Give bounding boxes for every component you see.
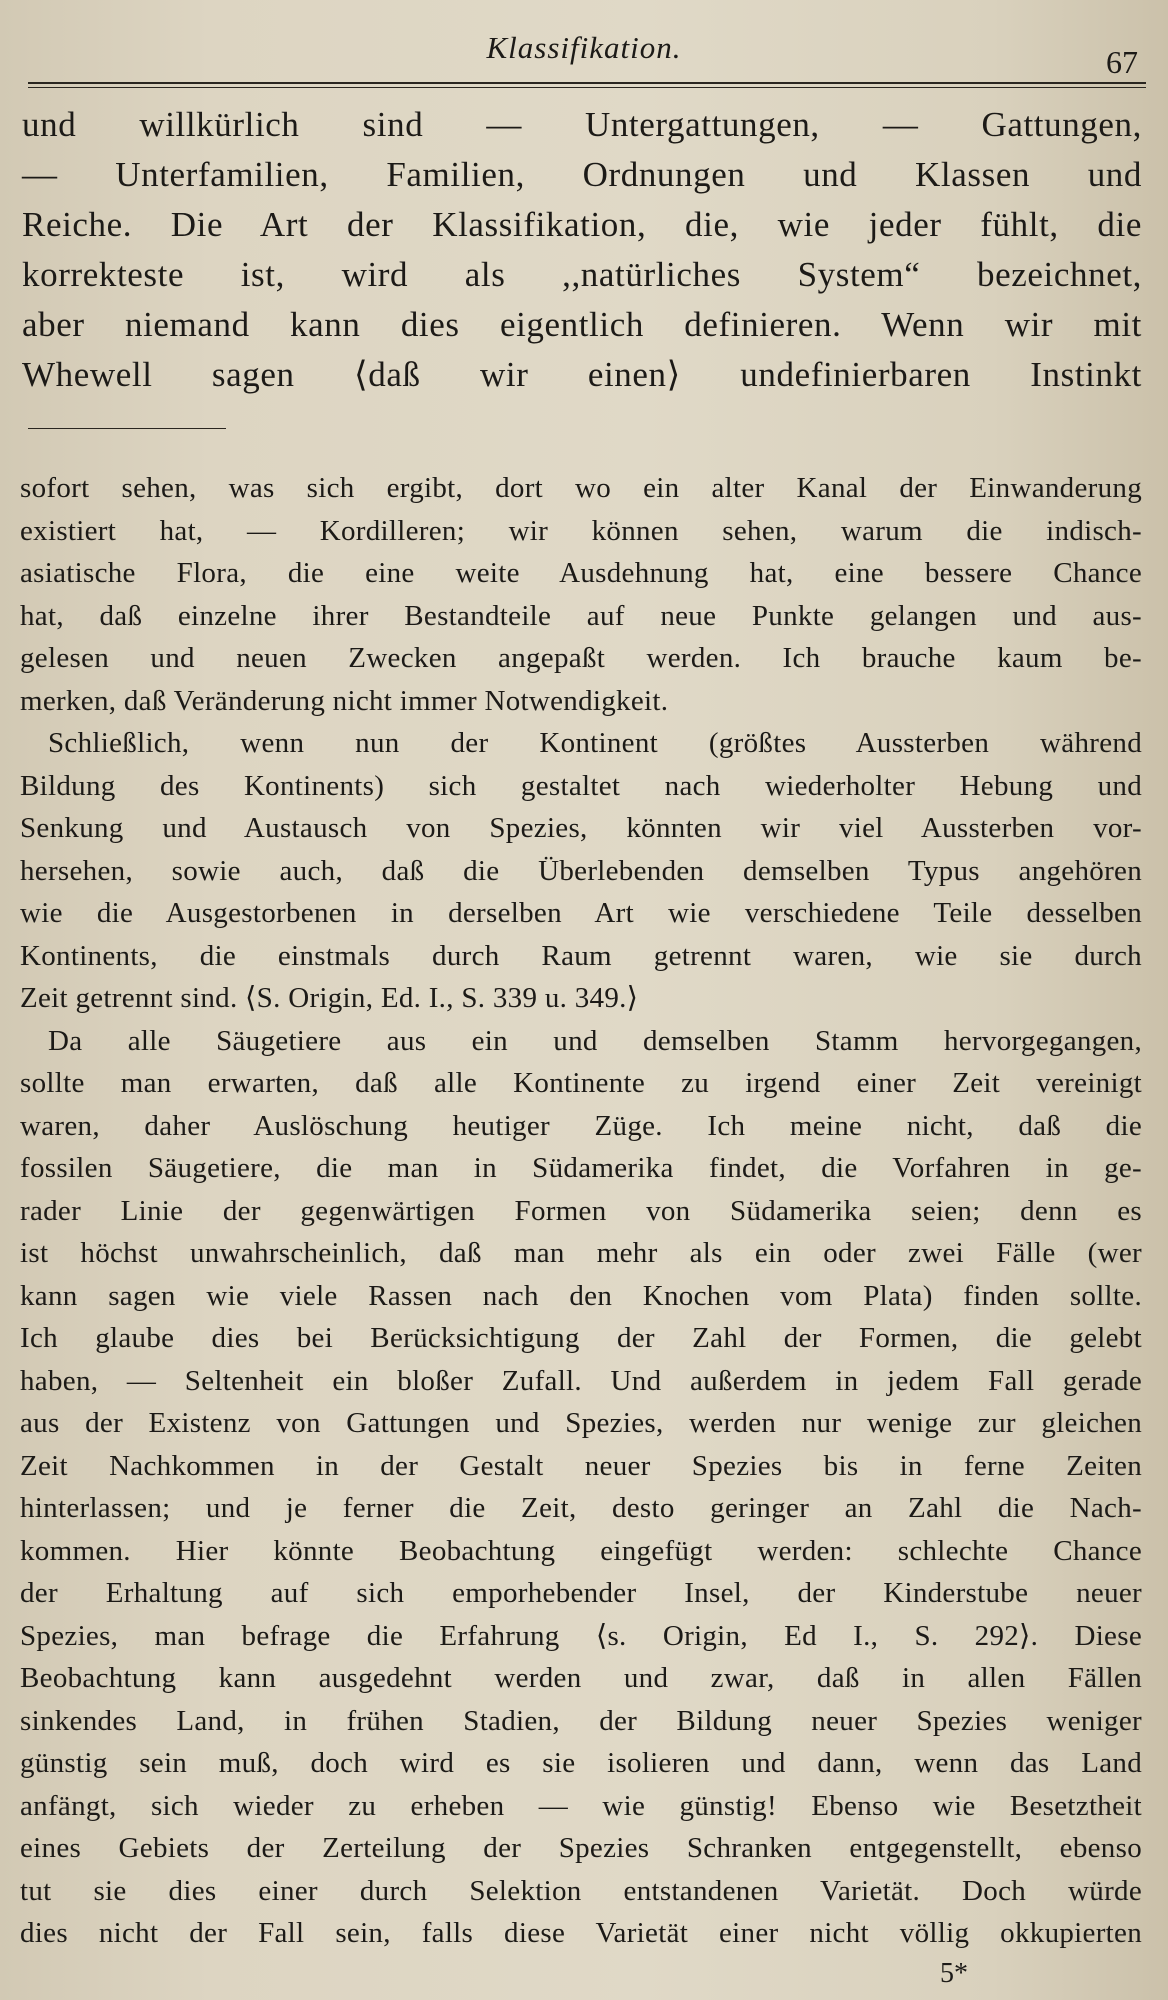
notes-line: hersehen, sowie auch, daß die Überlebenden demselben Typus angehören [20,854,1142,887]
notes-line: ist höchst unwahrscheinlich, daß man mehr als ein oder zwei Fälle (wer [20,1237,1142,1269]
notes-line: asiatische Flora, die eine weite Ausdehnung hat, eine bessere Chance [20,557,1142,589]
notes-line: hat, daß einzelne ihrer Bestandteile auf neue Punkte gelangen und aus- [20,599,1142,632]
notes-line: fossilen Säugetiere, die man in Südamerika findet, die Vorfahren in ge- [20,1152,1142,1184]
notes-line: sinkendes Land, in frühen Stadien, der Bildung neuer Spezies weniger [20,1704,1142,1737]
notes-line: merken, daß Veränderung nicht immer Notwendigkeit. [20,684,669,717]
notes-line: wie die Ausgestorbenen in derselben Art wie verschiedene Teile desselben [20,897,1142,929]
notes-line: günstig sein muß, doch wird es sie isolieren und dann, wenn das Land [20,1747,1142,1779]
notes-line: anfängt, sich wieder zu erheben — wie günstig! Ebenso wie Besetztheit [20,1789,1142,1822]
notes-line: der Erhaltung auf sich emporhebender Insel, der Kinderstube neuer [20,1577,1142,1609]
page-header [24,22,1144,80]
notes-line: Spezies, man befrage die Erfahrung ⟨s. Origin, Ed I., S. 292⟩. Diese [20,1619,1142,1652]
notes-line: sollte man erwarten, daß alle Kontinente zu irgend einer Zeit vereinigt [20,1067,1142,1099]
notes-line: Da alle Säugetiere aus ein und demselben Stamm hervorgegangen, [48,1024,1142,1057]
main-text-line: und willkürlich sind — Untergattungen, — Gattungen, [22,105,1142,144]
notes-line: waren, daher Auslöschung heutiger Züge. Ich meine nicht, daß die [20,1109,1142,1142]
notes-line: Beobachtung kann ausgedehnt werden und zwar, daß in allen Fällen [20,1662,1142,1694]
notes-line: Bildung des Kontinents) sich gestaltet nach wiederholter Hebung und [20,769,1142,802]
notes-line: tut sie dies einer durch Selektion entstandenen Varietät. Doch würde [20,1874,1142,1907]
notes-line: existiert hat, — Kordilleren; wir können sehen, warum die indisch- [20,514,1142,547]
notes-line: kommen. Hier könnte Beobachtung eingefügt werden: schlechte Chance [20,1534,1142,1567]
notes-line: aus der Existenz von Gattungen und Spezies, werden nur wenige zur gleichen [20,1407,1142,1439]
main-text-line: Reiche. Die Art der Klassifikation, die, wie jeder fühlt, die [22,205,1142,244]
notes-line: Senkung und Austausch von Spezies, könnten wir viel Aussterben vor- [20,812,1142,844]
main-text-line: — Unterfamilien, Familien, Ordnungen und Klassen und [22,155,1142,194]
notes-line: haben, — Seltenheit ein bloßer Zufall. Und außerdem in jedem Fall gerade [20,1364,1142,1397]
notes-line: dies nicht der Fall sein, falls diese Varietät einer nicht völlig okkupierten [20,1917,1142,1949]
running-title: Klassifikation. [486,30,682,65]
main-text-line: aber niemand kann dies eigentlich definieren. Wenn wir mit [22,305,1142,344]
main-text-block [22,100,1142,400]
signature-mark: 5* [940,1958,968,1989]
footnote-separator-rule [28,428,226,429]
notes-line: sofort sehen, was sich ergibt, dort wo ein alter Kanal der Einwanderung [20,472,1142,504]
page-number: 67 [1106,44,1138,80]
notes-line: eines Gebiets der Zerteilung der Spezies Schranken entgegenstellt, ebenso [20,1832,1142,1864]
notes-line: Ich glaube dies bei Berücksichtigung der Zahl der Formen, die gelebt [20,1322,1142,1354]
notes-line: Zeit Nachkommen in der Gestalt neuer Spezies bis in ferne Zeiten [20,1449,1142,1482]
main-text-line: korrekteste ist, wird als ,,natürliches System“ bezeichnet, [22,255,1142,294]
main-text-line: Whewell sagen ⟨daß wir einen⟩ undefinierbaren Instinkt [22,355,1142,394]
notes-line: kann sagen wie viele Rassen nach den Knochen vom Plata) finden sollte. [20,1279,1142,1312]
notes-text-block [20,467,1142,1955]
header-double-rule [28,82,1146,88]
notes-line: Zeit getrennt sind. ⟨S. Origin, Ed. I., S. 339 u. 349.⟩ [20,982,639,1014]
notes-line: gelesen und neuen Zwecken angepaßt werden. Ich brauche kaum be- [20,642,1142,674]
notes-line: Kontinents, die einstmals durch Raum getrennt waren, wie sie durch [20,939,1142,972]
notes-line: Schließlich, wenn nun der Kontinent (größtes Aussterben während [48,727,1142,759]
notes-line: hinterlassen; und je ferner die Zeit, desto geringer an Zahl die Nach- [20,1492,1142,1524]
notes-line: rader Linie der gegenwärtigen Formen von Südamerika seien; denn es [20,1194,1142,1227]
